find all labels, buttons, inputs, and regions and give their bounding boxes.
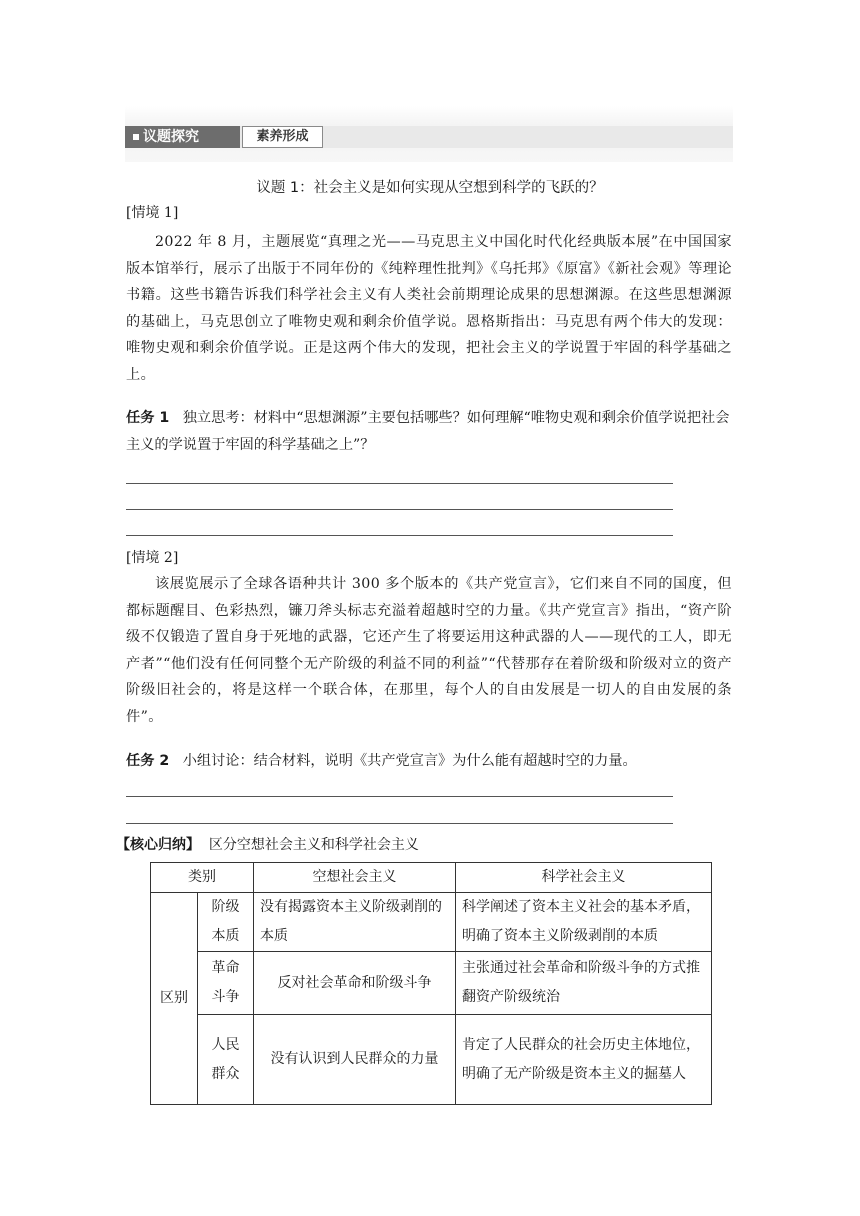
row-aspect: 阶级本质 <box>198 893 254 952</box>
answer-line <box>126 823 673 824</box>
table-row <box>151 1015 712 1105</box>
row-utopian: 没有揭露资本主义阶级剥削的本质 <box>254 893 456 952</box>
comparison-table <box>150 862 712 1105</box>
answer-line <box>126 483 673 484</box>
row-utopian: 没有认识到人民群众的力量 <box>254 1015 456 1105</box>
table-row <box>151 952 712 1015</box>
banner-tag-primary <box>125 126 240 148</box>
situation2-text: 该展览展示了全球各语种共计 300 多个版本的《共产党宣言》，它们来自不同的国度，但都标题醒目、色彩热烈，镰刀斧头标志充溢着超越时空的力量。《共产党宣言》指出，“资产阶级不仅锻造了置自身于死地的武器，它还产生了将要运用这种武器的人——现代的工人，即无产者”“他们没有任何同整个无产阶级的利益不同的利益”“代替那存在着阶级和阶级对立的资产阶级旧社会的，将是这样一个联合体，在那里，每个人的自由发展是一切人的自由发展的条件”。 <box>126 576 732 725</box>
row-scientific: 主张通过社会革命和阶级斗争的方式推翻资产阶级统治 <box>456 952 712 1015</box>
topic-title: 议题 1：社会主义是如何实现从空想到科学的飞跃的？ <box>256 180 604 196</box>
situation1-text: 2022 年 8 月，主题展览“真理之光——马克思主义中国化时代化经典版本展”在中国国家版本馆举行，展示了出版于不同年份的《纯粹理性批判》《乌托邦》《原富》《新社会观》等理论书籍。这些书籍告诉我们科学社会主义有人类社会前期理论成果的思想渊源。在这些思想渊源的基础上，马克思创立了唯物史观和剩余价值学说。恩格斯指出：马克思有两个伟大的发现：唯物史观和剩余价值学说。正是这两个伟大的发现，把社会主义的学说置于牢固的科学基础之上。 <box>126 234 732 383</box>
table-header-row <box>151 863 712 893</box>
row-scientific: 科学阐述了资本主义社会的基本矛盾，明确了资本主义阶级剥削的本质 <box>456 893 712 952</box>
header-utopian: 空想社会主义 <box>254 863 456 893</box>
header-category: 类别 <box>151 863 254 893</box>
core-title: 区分空想社会主义和科学社会主义 <box>208 837 419 853</box>
answer-line <box>126 535 673 536</box>
core-tag: 【核心归纳】 <box>116 837 200 853</box>
banner-left-label: 议题探究 <box>143 129 199 145</box>
situation1-label: [情境 1] <box>126 205 179 221</box>
row-utopian: 反对社会革命和阶级斗争 <box>254 952 456 1015</box>
group-label: 区别 <box>151 893 198 1105</box>
header-scientific: 科学社会主义 <box>456 863 712 893</box>
banner-tag-secondary: 素养形成 <box>242 126 323 148</box>
row-scientific: 肯定了人民群众的社会历史主体地位，明确了无产阶级是资本主义的掘墓人 <box>456 1015 712 1105</box>
table-row <box>151 893 712 952</box>
row-aspect: 人民群众 <box>198 1015 254 1105</box>
answer-line <box>126 509 673 510</box>
answer-line <box>126 796 673 797</box>
core-summary-heading <box>116 834 419 854</box>
task1-label: 任务 1 <box>126 410 170 426</box>
task2 <box>126 748 732 775</box>
row-aspect: 革命斗争 <box>198 952 254 1015</box>
square-bullet-icon <box>133 134 139 140</box>
task1-text: 独立思考：材料中“思想渊源”主要包括哪些？如何理解“唯物史观和剩余价值学说把社会主义的学说置于牢固的科学基础之上”？ <box>126 410 730 453</box>
section-banner <box>125 106 733 162</box>
task1 <box>126 405 732 459</box>
situation2-label: [情境 2] <box>126 550 179 566</box>
task2-text: 小组讨论：结合材料，说明《共产党宣言》为什么能有超越时空的力量。 <box>182 753 637 769</box>
task2-label: 任务 2 <box>126 753 170 769</box>
